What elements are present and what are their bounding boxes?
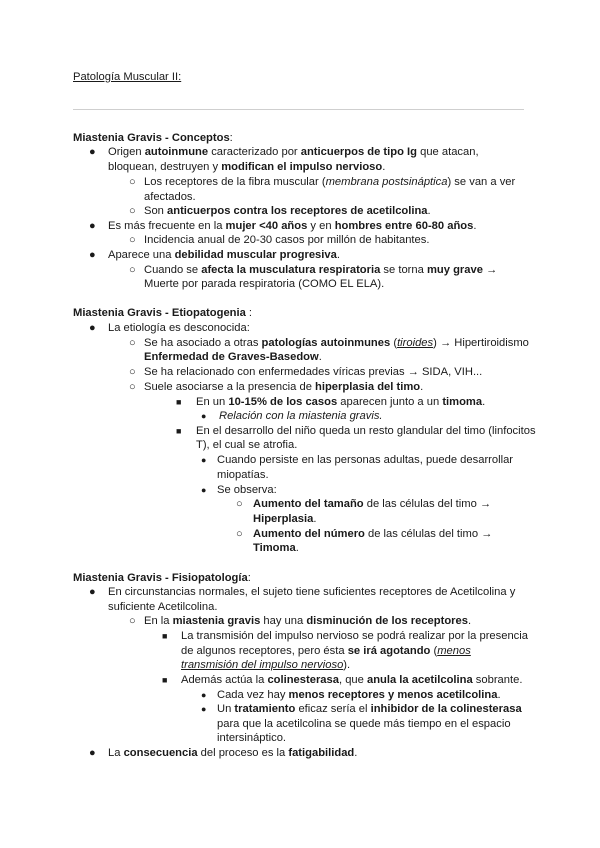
bullet-circle-icon: ○ <box>129 205 136 217</box>
list-item: Aumento del tamaño de las células del timo → <box>253 498 492 510</box>
list-item: Origen autoinmune caracterizado por anticuerpos de tipo Ig que atacan, <box>108 146 479 158</box>
bullet-disc-icon: ● <box>201 411 207 421</box>
bullet-disc-icon: ● <box>89 322 96 334</box>
list-item-continuation: transmisión del impulso nervioso). <box>181 659 351 671</box>
bullet-square-icon: ■ <box>162 675 168 685</box>
list-item: Cada vez hay menos receptores y menos acetilcolina. <box>217 689 501 701</box>
bullet-disc-icon: ● <box>201 455 207 465</box>
bullet-square-icon: ■ <box>176 397 182 407</box>
list-item: Cuando se afecta la musculatura respiratoria se torna muy grave → <box>144 264 498 276</box>
list-item: Aparece una debilidad muscular progresiva. <box>108 249 340 261</box>
bullet-square-icon: ■ <box>162 631 168 641</box>
list-item-continuation: Muerte por parada respiratoria (COMO EL ELA). <box>144 278 385 290</box>
bullet-circle-icon: ○ <box>129 337 136 349</box>
bullet-disc-icon: ● <box>201 485 207 495</box>
list-item: La etiología es desconocida: <box>108 322 250 334</box>
section-heading-etiopatogenia: Miastenia Gravis - Etiopatogenia : <box>73 307 253 319</box>
bullet-circle-icon: ○ <box>129 615 136 627</box>
list-item: En un 10-15% de los casos aparecen junto a un timoma. <box>196 396 486 408</box>
bullet-circle-icon: ○ <box>236 528 243 540</box>
list-item: En circunstancias normales, el sujeto tiene suficientes receptores de Acetilcolina y <box>108 586 516 598</box>
list-item-continuation: afectados. <box>144 191 196 203</box>
list-item: Incidencia anual de 20-30 casos por millón de habitantes. <box>144 234 430 246</box>
list-item: Además actúa la colinesterasa, que anula la acetilcolina sobrante. <box>181 674 523 686</box>
bullet-disc-icon: ● <box>201 704 207 714</box>
list-item-continuation: suficiente Acetilcolina. <box>108 601 218 613</box>
list-item-continuation: de algunos receptores, pero ésta se irá agotando (menos <box>181 645 471 657</box>
list-item: La consecuencia del proceso es la fatigabilidad. <box>108 747 358 759</box>
list-item: Relación con la miastenia gravis. <box>219 410 383 422</box>
list-item: Son anticuerpos contra los receptores de acetilcolina. <box>144 205 431 217</box>
bullet-circle-icon: ○ <box>129 176 136 188</box>
list-item: Aumento del número de las células del timo → <box>253 528 493 540</box>
bullet-square-icon: ■ <box>176 426 182 436</box>
list-item-continuation: intersináptico. <box>217 732 287 744</box>
list-item: La transmisión del impulso nervioso se podrá realizar por la presencia <box>181 630 528 642</box>
list-item-continuation: para que la acetilcolina se quede más tiempo en el espacio <box>217 718 511 730</box>
section-heading-conceptos: Miastenia Gravis - Conceptos: <box>73 132 233 144</box>
list-item: Cuando persiste en las personas adultas, puede desarrollar <box>217 454 514 466</box>
bullet-disc-icon: ● <box>89 586 96 598</box>
list-item-continuation: Hiperplasia. <box>253 513 317 525</box>
list-item-continuation: miopatías. <box>217 469 269 481</box>
page-title: Patología Muscular II: <box>73 71 182 83</box>
bullet-disc-icon: ● <box>89 249 96 261</box>
list-item: Es más frecuente en la mujer <40 años y en hombres entre 60-80 años. <box>108 220 477 232</box>
list-item-continuation: bloquean, destruyen y modifican el impulso nervioso. <box>108 161 386 173</box>
bullet-disc-icon: ● <box>89 747 96 759</box>
bullet-circle-icon: ○ <box>129 234 136 246</box>
horizontal-divider <box>73 109 524 110</box>
list-item: Se observa: <box>217 484 277 496</box>
section-heading-fisiopatologia: Miastenia Gravis - Fisiopatología: <box>73 572 251 584</box>
bullet-circle-icon: ○ <box>129 366 136 378</box>
bullet-circle-icon: ○ <box>236 498 243 510</box>
list-item: Se ha asociado a otras patologías autoinmunes (tiroides) → Hipertiroidismo <box>144 337 529 349</box>
bullet-circle-icon: ○ <box>129 381 136 393</box>
list-item-continuation: Timoma. <box>253 542 299 554</box>
list-item: En la miastenia gravis hay una disminución de los receptores. <box>144 615 472 627</box>
list-item: Suele asociarse a la presencia de hiperplasia del timo. <box>144 381 424 393</box>
bullet-disc-icon: ● <box>89 220 96 232</box>
list-item-continuation: T), el cual se atrofia. <box>196 439 298 451</box>
list-item-continuation: Enfermedad de Graves-Basedow. <box>144 351 322 363</box>
list-item: Un tratamiento eficaz sería el inhibidor de la colinesterasa <box>217 703 522 715</box>
list-item: Los receptores de la fibra muscular (membrana postsináptica) se van a ver <box>144 176 516 188</box>
bullet-circle-icon: ○ <box>129 264 136 276</box>
bullet-disc-icon: ● <box>89 146 96 158</box>
bullet-disc-icon: ● <box>201 690 207 700</box>
list-item: En el desarrollo del niño queda un resto glandular del timo (linfocitos <box>196 425 536 437</box>
list-item: Se ha relacionado con enfermedades víricas previas → SIDA, VIH... <box>144 366 483 378</box>
